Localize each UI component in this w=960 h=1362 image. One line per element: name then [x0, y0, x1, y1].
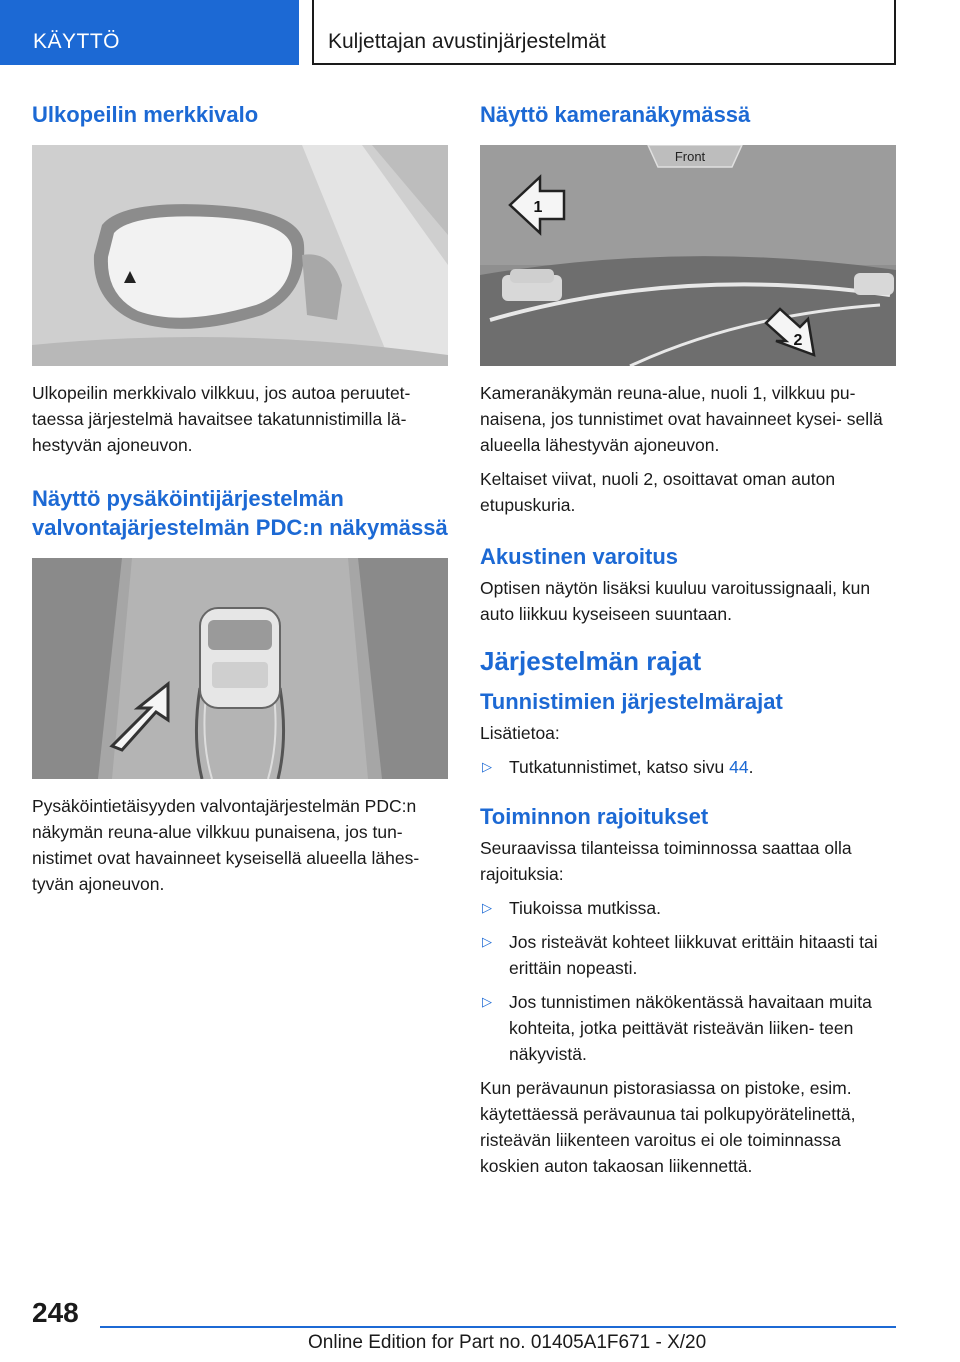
header-section	[0, 0, 299, 65]
page-link-44[interactable]: 44	[729, 757, 749, 777]
heading-mirror-indicator: Ulkopeilin merkkivalo	[32, 102, 259, 127]
bullet-triangle-icon: ▷	[482, 759, 492, 774]
header-section-label: KÄYTTÖ	[33, 30, 121, 53]
left-column	[32, 100, 448, 905]
pdc-illustration	[32, 558, 448, 779]
bullet-radar-text: Tutkatunnistimet, katso sivu	[509, 757, 730, 777]
footer-divider	[100, 1326, 896, 1328]
list-item-text: Jos risteävät kohteet liikkuvat erittäin hitaasti tai erittäin nopeasti.	[509, 932, 878, 978]
camera-label-front: Front	[674, 149, 706, 164]
bullet-triangle-icon: ▷	[482, 900, 492, 915]
camera-illustration	[480, 145, 896, 366]
heading-camera-display: Näyttö kameranäkymässä	[480, 102, 751, 127]
paragraph-function-limits: Seuraavissa tilanteissa toiminnossa saattaa olla rajoituksia:	[480, 838, 852, 884]
footer-edition: Online Edition for Part no. 01405A1F671 - X/20	[308, 1332, 707, 1353]
header-chapter-label: Kuljettajan avustinjärjestelmät	[328, 30, 606, 53]
header-chapter	[312, 0, 896, 65]
heading-pdc-display: Näyttö pysäköintijärjestelmän valvontajärjestelmän PDC:n näkymässä	[32, 486, 448, 540]
mirror-illustration	[32, 145, 448, 366]
paragraph-pdc: Pysäköintietäisyyden valvontajärjestelmän PDC:n näkymän reuna-alue vilkkuu punaisena, jos tun- nistimet ovat havainneet kyseisellä alueella lähes- tyvän ajoneuvon.	[32, 796, 420, 894]
paragraph-trailer: Kun perävaunun pistorasiassa on pistoke, esim. käytettäessä perävaunua tai polkupyörätelinettä, risteävän liikenteen varoitus ei ole toiminnassa koskien auton takaosan liikennettä.	[480, 1078, 856, 1176]
heading-system-limits: Järjestelmän rajat	[480, 646, 702, 676]
bullet-radar-sensors	[480, 754, 896, 780]
page-number: 248	[32, 1297, 79, 1328]
bullet-triangle-icon: ▷	[482, 934, 492, 949]
list-item-text: Jos tunnistimen näkökentässä havaitaan muita kohteita, jotka peittävät risteävän liiken- teen näkyvistä.	[509, 992, 872, 1064]
heading-acoustic-warning: Akustinen varoitus	[480, 544, 679, 569]
paragraph-more-info: Lisätietoa:	[480, 723, 560, 743]
list-item	[480, 929, 896, 981]
list-item	[480, 895, 896, 921]
list-item-text: Tiukoissa mutkissa.	[509, 898, 662, 918]
heading-function-limits: Toiminnon rajoitukset	[480, 804, 709, 829]
paragraph-camera-1: Kameranäkymän reuna-alue, nuoli 1, vilkkuu pu- naisena, jos tunnistimet ovat havainneet kysei- sellä alueella lähestyvän ajoneuvon.	[480, 383, 883, 455]
paragraph-camera-2: Keltaiset viivat, nuoli 2, osoittavat oman auton etupuskuria.	[480, 469, 836, 515]
camera-label-1: 1	[533, 199, 543, 216]
right-column	[480, 100, 896, 1187]
paragraph-acoustic: Optisen näytön lisäksi kuuluu varoitussignaali, kun auto liikkuu kyseiseen suuntaan.	[480, 578, 871, 624]
bullet-triangle-icon: ▷	[482, 994, 492, 1009]
list-item	[480, 989, 896, 1067]
camera-label-2: 2	[793, 332, 803, 349]
paragraph-mirror: Ulkopeilin merkkivalo vilkkuu, jos autoa peruutet- taessa järjestelmä havaitsee takatunnistimilla lä- hestyvän ajoneuvon.	[32, 383, 411, 455]
heading-sensor-limits: Tunnistimien järjestelmärajat	[480, 689, 783, 714]
bullet-radar-end: .	[748, 757, 754, 777]
